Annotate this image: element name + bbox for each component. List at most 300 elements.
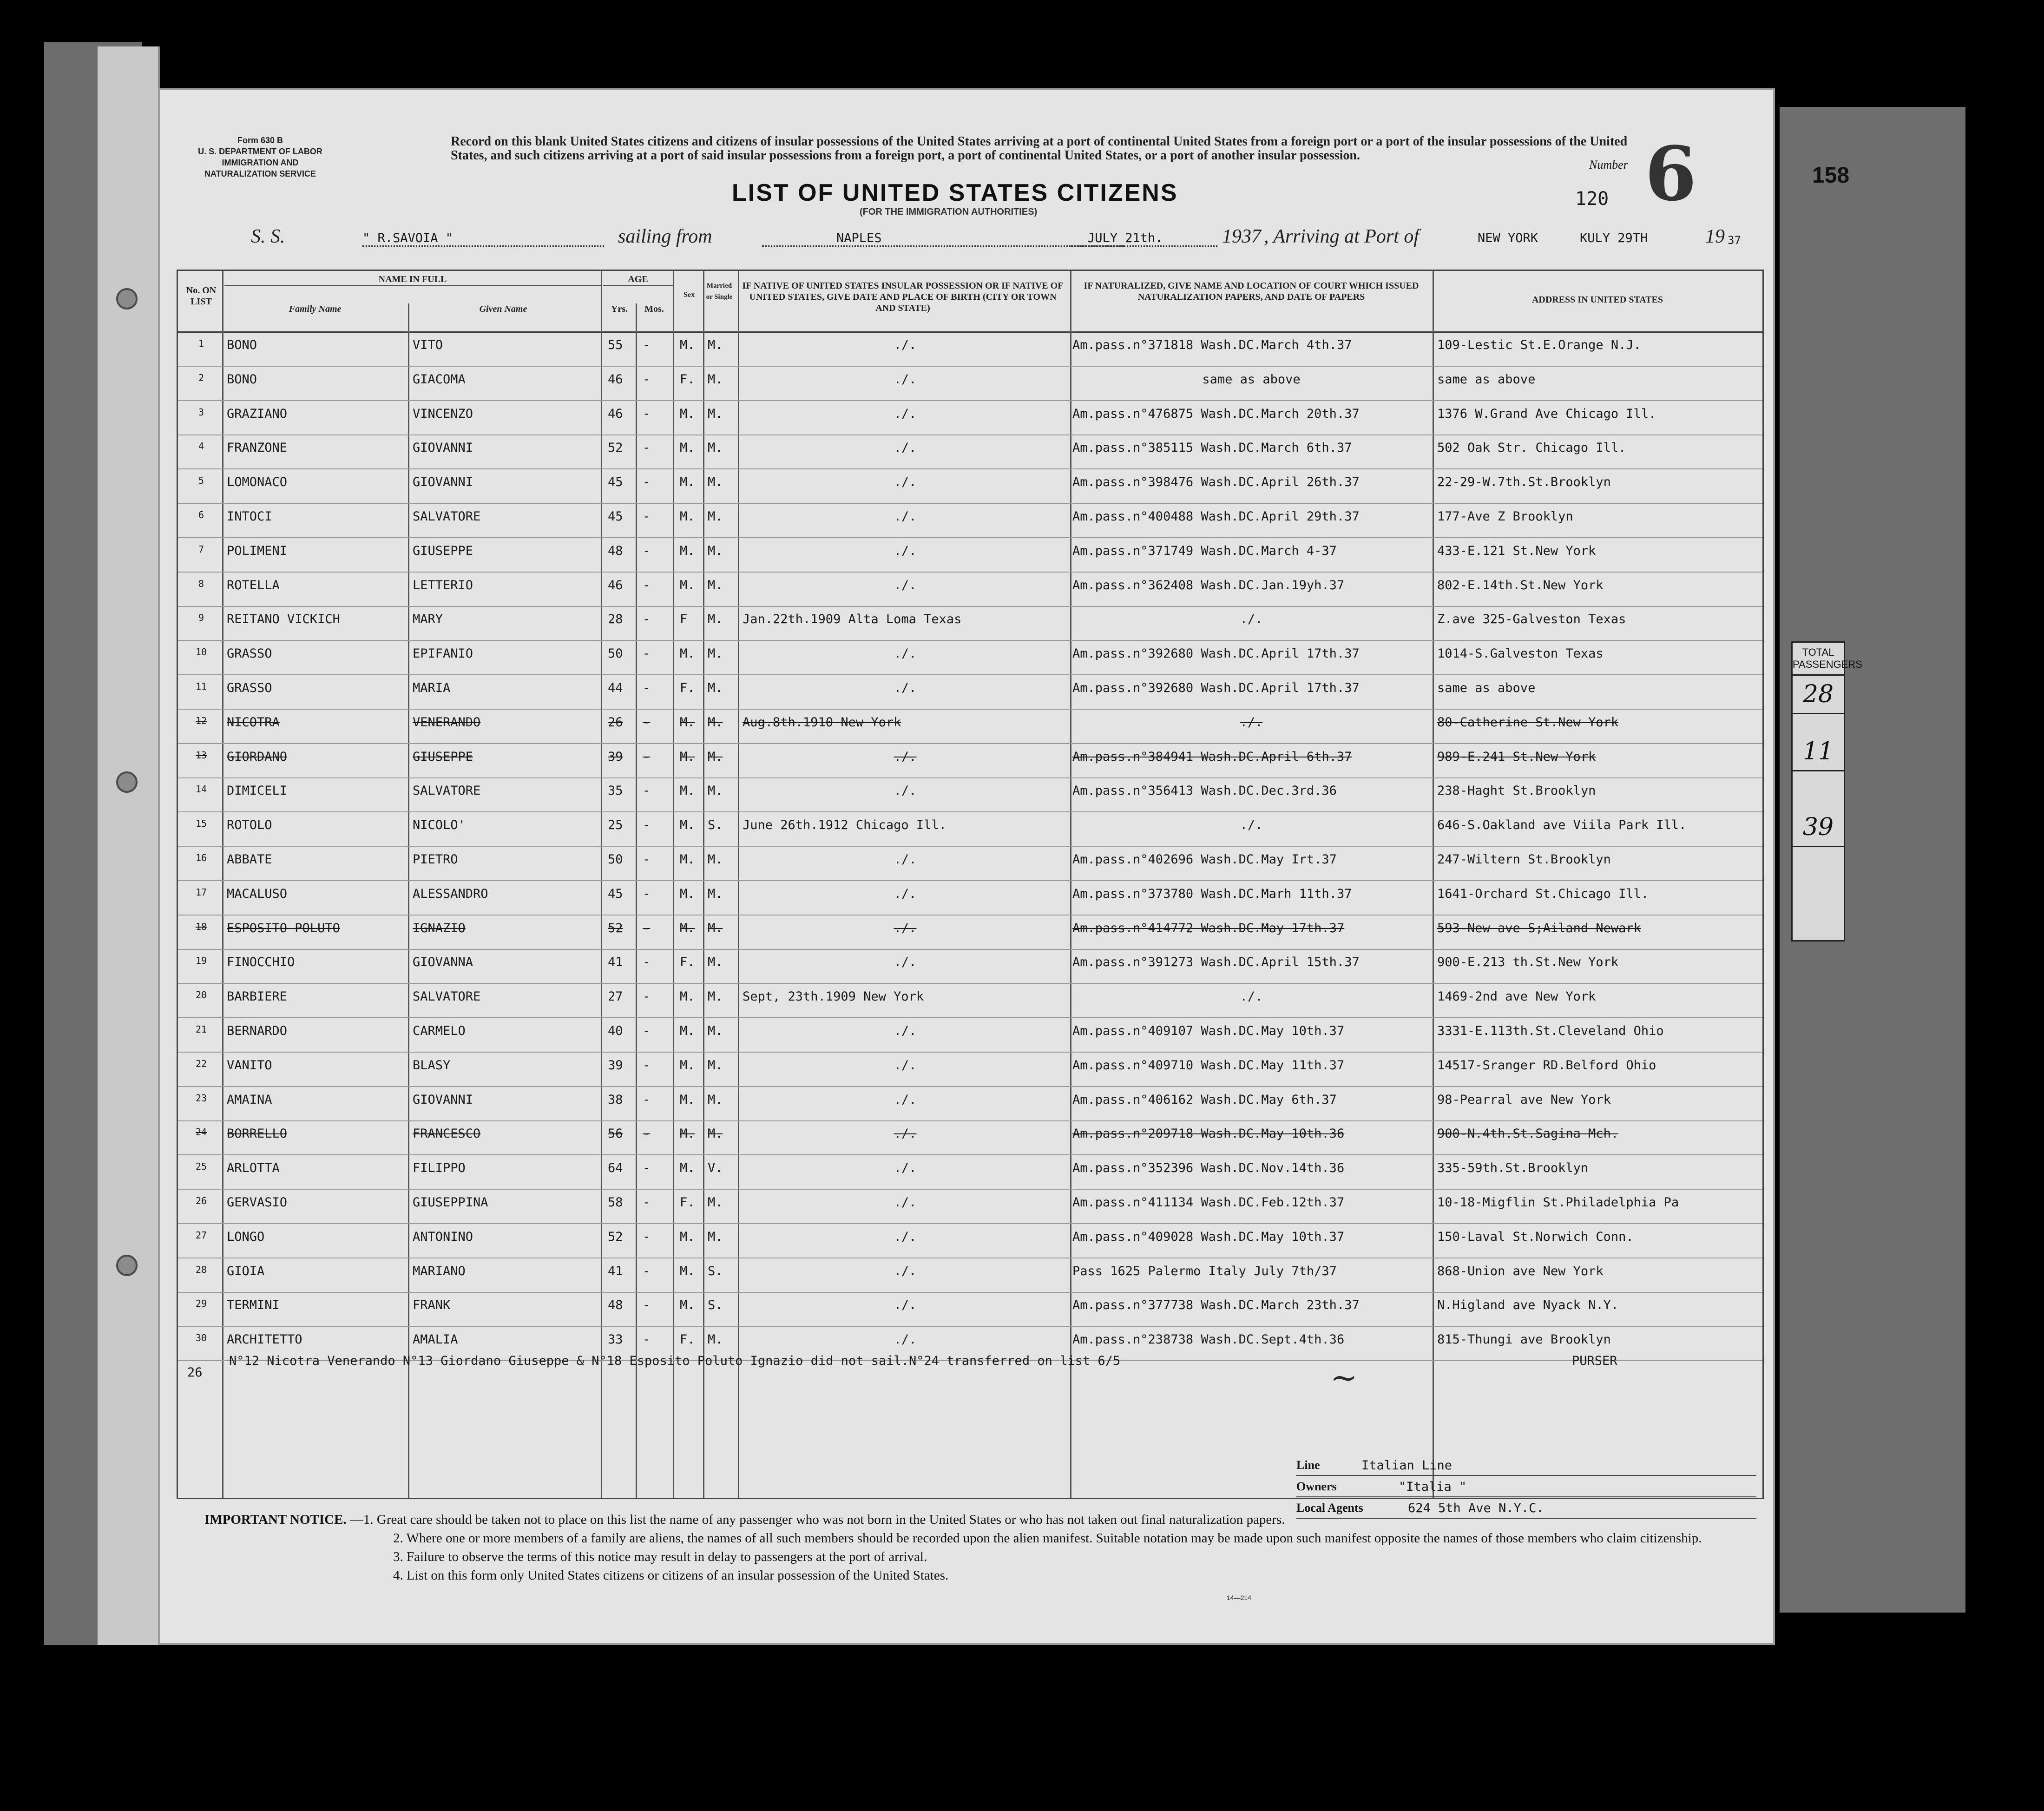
age-years: 41 [608,955,623,970]
purser-signature: ~ [1330,1358,1358,1396]
marital-status: M. [708,715,723,730]
tally-value: 11 [1793,733,1844,771]
naturalization-info: same as above [1202,372,1301,387]
marital-status: M. [708,578,723,593]
marital-status: M. [708,1092,723,1107]
us-address: 22-29-W.7th.St.Brooklyn [1437,475,1611,490]
us-address: 1469-2nd ave New York [1437,989,1596,1004]
naturalization-info: Am.pass.n°373780 Wash.DC.Marh 11th.37 [1072,886,1352,901]
age-months: - [643,715,651,730]
birth-info: Jan.22th.1909 Alta Loma Texas [743,612,962,627]
given-name: GIACOMA [413,372,466,387]
sex: M. [680,338,695,352]
marital-status: M. [708,681,723,695]
table-row [178,1189,1762,1224]
birth-info: ./. [894,338,917,352]
family-name: FINOCCHIO [227,955,295,970]
family-name: ABBATE [227,852,272,867]
table-row [178,709,1762,744]
given-name: SALVATORE [413,784,481,798]
family-name: NICOTRA [227,715,280,730]
given-name: FRANCESCO [413,1126,481,1141]
us-address: Z.ave 325-Galveston Texas [1437,612,1626,627]
row-number: 12 [195,715,207,726]
age-months: - [643,441,651,455]
us-address: 900-E.213 th.St.New York [1437,955,1619,970]
age-months: - [643,509,651,524]
sex: M. [680,886,695,901]
agents-label: Local Agents [1296,1501,1363,1515]
birth-info: June 26th.1912 Chicago Ill. [743,818,946,833]
sex: F. [680,1195,695,1210]
given-name: ALESSANDRO [413,886,488,901]
given-name: GIOVANNI [413,441,473,455]
form-id [191,135,330,179]
us-address: 238-Haght St.Brooklyn [1437,784,1596,798]
age-months: - [643,1332,651,1347]
number-label: Number [1589,158,1628,171]
sex: M. [680,1058,695,1073]
family-name: ESPOSITO POLUTO [227,921,340,935]
table-row [178,572,1762,607]
family-name: ARLOTTA [227,1161,280,1176]
row-number: 15 [195,818,207,830]
passenger-table [177,270,1764,1499]
col-no: No. ON LIST [186,285,217,307]
age-years: 39 [608,749,623,764]
us-address: 502 Oak Str. Chicago Ill. [1437,441,1626,455]
notice-1: —1. Great care should be taken not to place on this list the name of any passenger who was not born in the United States or who has not taken out final naturalization papers. [349,1512,1285,1527]
birth-info: ./. [894,784,917,798]
family-name: BORRELLO [227,1126,288,1141]
col-family: Family Name [289,304,342,314]
table-row [178,1258,1762,1293]
naturalization-info: Am.pass.n°385115 Wash.DC.March 6th.37 [1072,441,1352,455]
year-prefix: 19 [1705,226,1725,247]
birth-info: ./. [894,1058,917,1073]
age-years: 39 [608,1058,623,1073]
birth-info: ./. [894,681,917,695]
family-name: GIORDANO [227,749,288,764]
row-number: 2 [198,372,204,383]
age-years: 28 [608,612,623,627]
row-number: 22 [195,1058,207,1069]
table-row [178,880,1762,915]
age-years: 45 [608,886,623,901]
age-years: 40 [608,1024,623,1038]
age-years: 26 [608,715,623,730]
given-name: MARIANO [413,1264,466,1278]
age-years: 46 [608,372,623,387]
sex: M. [680,1092,695,1107]
age-months: - [643,1264,651,1278]
birth-info: ./. [894,578,917,593]
naturalization-info: Am.pass.n°411134 Wash.DC.Feb.12th.37 [1072,1195,1345,1210]
given-name: CARMELO [413,1024,466,1038]
sex: M. [680,1024,695,1038]
us-address: 433-E.121 St.New York [1437,543,1596,558]
age-years: 46 [608,406,623,421]
given-name: BLASY [413,1058,451,1073]
row-number: 18 [195,921,207,932]
marital-status: M. [708,1126,723,1141]
naturalization-info: Am.pass.n°356413 Wash.DC.Dec.3rd.36 [1072,784,1337,798]
table-body [178,331,1762,1361]
marital-status: M. [708,1332,723,1347]
us-address: 3331-E.113th.St.Cleveland Ohio [1437,1024,1664,1038]
notice-2: 2. Where one or more members of a family are aliens, the names of all such members should be recorded upon the alien manifest. Suitable notation may be made upon such manifest opposite the names of those members who claim citizenship. [393,1531,1702,1546]
us-address: 593-New ave S;Ailand Newark [1437,921,1641,935]
age-months: - [643,989,651,1004]
age-years: 25 [608,818,623,833]
us-address: 247-Wiltern St.Brooklyn [1437,852,1611,867]
age-years: 27 [608,989,623,1004]
age-years: 48 [608,1298,623,1313]
age-months: - [643,1195,651,1210]
row-number: 28 [195,1264,207,1275]
us-address: 335-59th.St.Brooklyn [1437,1161,1589,1176]
col-native: IF NATIVE OF UNITED STATES INSULAR POSSESSION OR IF NATIVE OF UNITED STATES, GIVE DATE AND PLACE OF BIRTH (CITY OR TOWN AND STATE) [742,281,1064,313]
date-to: KULY 29TH [1580,231,1648,245]
age-months: - [643,1058,651,1073]
table-row [178,434,1762,469]
table-row [178,1154,1762,1190]
remark-line: N°12 Nicotra Venerando N°13 Giordano Giuseppe & N°18 Esposito Poluto Ignazio did not sail.N°24 transferred on list 6/5 [229,1354,1121,1368]
line-info [1296,1455,1756,1519]
birth-info: ./. [894,441,917,455]
birth-info: ./. [894,475,917,490]
us-address: 1014-S.Galveston Texas [1437,646,1604,661]
marital-status: M. [708,1229,723,1244]
family-name: GRASSO [227,646,272,661]
row-number: 16 [195,852,207,863]
list-id: 120 [1575,188,1609,210]
family-name: ROTOLO [227,818,272,833]
given-name: FILIPPO [413,1161,466,1176]
given-name: VENERANDO [413,715,481,730]
row-number: 25 [195,1161,207,1172]
col-yrs: Yrs. [611,304,628,314]
given-name: MARIA [413,681,451,695]
table-row [178,640,1762,675]
table-row [178,331,1762,367]
birth-info: ./. [894,543,917,558]
age-months: - [643,1092,651,1107]
naturalization-info: Am.pass.n°209718 Wash.DC.May 10th.36 [1072,1126,1345,1141]
row-number: 4 [198,441,204,452]
col-age: AGE [603,274,673,286]
naturalization-info: Am.pass.n°414772 Wash.DC.May 17th.37 [1072,921,1345,935]
notice-4: 4. List on this form only United States citizens or citizens of an insular possession of the United States. [393,1568,949,1583]
table-row [178,674,1762,710]
table-row [178,743,1762,778]
table-row [178,468,1762,504]
age-years: 46 [608,578,623,593]
family-name: BARBIERE [227,989,288,1004]
table-row [178,1086,1762,1121]
given-name: ANTONINO [413,1229,473,1244]
sex: M. [680,509,695,524]
birth-info: ./. [894,372,917,387]
naturalization-info: Am.pass.n°352396 Wash.DC.Nov.14th.36 [1072,1161,1345,1176]
naturalization-info: ./. [1240,818,1263,833]
sex: M. [680,749,695,764]
sex: M. [680,1161,695,1176]
important-notice [204,1510,1729,1585]
us-address: 815-Thungi ave Brooklyn [1437,1332,1611,1347]
row-number: 10 [195,646,207,658]
sex: F. [680,1332,695,1347]
age-months: - [643,646,651,661]
row-number: 23 [195,1092,207,1104]
punch-hole [116,771,138,793]
marital-status: M. [708,612,723,627]
row-number: 13 [195,749,207,761]
naturalization-info: Pass 1625 Palermo Italy July 7th/37 [1072,1264,1337,1278]
naturalization-info: Am.pass.n°409710 Wash.DC.May 11th.37 [1072,1058,1345,1073]
birth-info: ./. [894,1126,917,1141]
naturalization-info: Am.pass.n°377738 Wash.DC.March 23th.37 [1072,1298,1360,1313]
age-years: 48 [608,543,623,558]
us-address: 150-Laval St.Norwich Conn. [1437,1229,1634,1244]
us-address: same as above [1437,372,1536,387]
naturalization-info: ./. [1240,715,1263,730]
col-mos: Mos. [644,304,664,314]
marital-status: M. [708,1195,723,1210]
age-months: - [643,955,651,970]
page-title: LIST OF UNITED STATES CITIZENS [732,179,1178,206]
form-number: Form 630 B [237,136,283,145]
family-name: BONO [227,338,257,352]
table-row [178,400,1762,435]
col-married: Married or Single [706,282,733,301]
birth-info: Sept, 23th.1909 New York [743,989,924,1004]
row-number: 1 [198,338,204,349]
age-years: 50 [608,852,623,867]
row-number: 8 [198,578,204,589]
family-name: ARCHITETTO [227,1332,302,1347]
table-row [178,1052,1762,1087]
total-passengers-tally [1791,641,1862,942]
marital-status: M. [708,509,723,524]
sex: M. [680,1264,695,1278]
sex: M. [680,1126,695,1141]
age-years: 52 [608,441,623,455]
table-row [178,811,1762,847]
marital-status: M. [708,749,723,764]
given-name: LETTERIO [413,578,473,593]
age-years: 64 [608,1161,623,1176]
record-instruction: Record on this blank United States citizens and citizens of insular possessions of the United States arriving at a port of continental United States from a foreign port or a port of the insular possessions of the United States, and such citizens arriving at a port of said insular possessions from a foreign port, a port of continental United States, or a port of another insular possession. [451,134,1628,163]
family-name: AMAINA [227,1092,272,1107]
age-months: - [643,543,651,558]
age-years: 38 [608,1092,623,1107]
left-page-edge [98,46,160,1645]
marital-status: M. [708,1058,723,1073]
us-address: N.Higland ave Nyack N.Y. [1437,1298,1619,1313]
age-years: 58 [608,1195,623,1210]
family-name: ROTELLA [227,578,280,593]
marital-status: V. [708,1161,723,1176]
naturalization-info: Am.pass.n°402696 Wash.DC.May Irt.37 [1072,852,1337,867]
line-value: Italian Line [1361,1458,1452,1473]
ship-name: " R.SAVOIA " [362,231,604,247]
age-months: - [643,1161,651,1176]
age-months: - [643,784,651,798]
us-address: 98-Pearral ave New York [1437,1092,1611,1107]
owners-value: "Italia " [1399,1480,1467,1494]
family-name: BERNARDO [227,1024,288,1038]
table-row [178,1017,1762,1053]
family-name: GIOIA [227,1264,265,1278]
age-years: 35 [608,784,623,798]
family-name: POLIMENI [227,543,288,558]
us-address: same as above [1437,681,1536,695]
sex: M. [680,818,695,833]
age-years: 44 [608,681,623,695]
sex: F [680,612,688,627]
row-number: 14 [195,784,207,795]
age-months: - [643,681,651,695]
given-name: MARY [413,612,443,627]
us-address: 646-S.Oakland ave Viila Park Ill. [1437,818,1687,833]
us-address: 14517-Sranger RD.Belford Ohio [1437,1058,1656,1073]
marital-status: M. [708,372,723,387]
table-header [178,271,1762,333]
birth-info: ./. [894,406,917,421]
table-row [178,983,1762,1018]
naturalization-info: Am.pass.n°398476 Wash.DC.April 26th.37 [1072,475,1360,490]
given-name: EPIFANIO [413,646,473,661]
age-months: - [643,886,651,901]
birth-info: ./. [894,886,917,901]
marital-status: M. [708,646,723,661]
marital-status: S. [708,1264,723,1278]
age-months: - [643,475,651,490]
age-months: - [643,749,651,764]
owners-row [1296,1476,1756,1497]
family-name: LOMONACO [227,475,288,490]
side-page-number: 158 [1812,163,1850,188]
row-number: 7 [198,543,204,555]
row-number: 6 [198,509,204,520]
sex: M. [680,406,695,421]
sailing-label: sailing from [618,226,712,247]
row-number: 29 [195,1298,207,1310]
notice-3: 3. Failure to observe the terms of this notice may result in delay to passengers at the port of arrival. [393,1549,927,1564]
age-months: - [643,1298,651,1313]
tally-header: TOTAL PASSENGERS [1793,643,1844,676]
age-years: 41 [608,1264,623,1278]
family-name: DIMICELI [227,784,288,798]
page-subtitle: (FOR THE IMMIGRATION AUTHORITIES) [860,207,1038,217]
naturalization-info: Am.pass.n°409028 Wash.DC.May 10th.37 [1072,1229,1345,1244]
age-months: - [643,1024,651,1038]
naturalization-info: Am.pass.n°391273 Wash.DC.April 15th.37 [1072,955,1360,970]
age-months: - [643,1126,651,1141]
marital-status: M. [708,441,723,455]
sex: M. [680,1229,695,1244]
us-address: 802-E.14th.St.New York [1437,578,1604,593]
voyage-line [158,221,1775,267]
us-address: 80-Catherine St.New York [1437,715,1619,730]
naturalization-info: ./. [1240,612,1263,627]
row-number: 26 [195,1195,207,1206]
row-number: 5 [198,475,204,487]
marital-status: M. [708,955,723,970]
us-address: 109-Lestic St.E.Orange N.J. [1437,338,1641,352]
age-months: - [643,578,651,593]
marital-status: M. [708,886,723,901]
sex: M. [680,921,695,935]
sex: M. [680,852,695,867]
age-months: - [643,612,651,627]
col-name: NAME IN FULL [224,274,601,286]
birth-info: ./. [894,646,917,661]
row-number: 3 [198,406,204,418]
birth-info: ./. [894,1161,917,1176]
us-address: 1376 W.Grand Ave Chicago Ill. [1437,406,1656,421]
sex: M. [680,543,695,558]
owners-label: Owners [1296,1480,1337,1493]
manifest-page [158,88,1775,1645]
family-name: GERVASIO [227,1195,288,1210]
row-number: 19 [195,955,207,967]
us-address: 868-Union ave New York [1437,1264,1604,1278]
given-name: VITO [413,338,443,352]
purser-label: PURSER [1572,1354,1617,1368]
family-name: MACALUSO [227,886,288,901]
department: U. S. DEPARTMENT OF LABOR [198,147,322,156]
family-name: LONGO [227,1229,265,1244]
marital-status: M. [708,338,723,352]
line-row [1296,1455,1756,1476]
us-address: 1641-Orchard St.Chicago Ill. [1437,886,1649,901]
family-name: REITANO VICKICH [227,612,340,627]
marital-status: M. [708,543,723,558]
birth-info: ./. [894,1298,917,1313]
row-number: 27 [195,1229,207,1241]
row-number: 30 [195,1332,207,1344]
table-row [178,777,1762,812]
passenger-count: 26 [187,1365,203,1380]
birth-info: ./. [894,921,917,935]
port-to: NEW YORK [1478,231,1538,245]
naturalization-info: Am.pass.n°406162 Wash.DC.May 6th.37 [1072,1092,1337,1107]
age-months: - [643,338,651,352]
given-name: SALVATORE [413,509,481,524]
row-number: 24 [195,1126,207,1138]
naturalization-info: Am.pass.n°476875 Wash.DC.March 20th.37 [1072,406,1360,421]
date-from: JULY 21th. [1069,231,1217,247]
birth-info: ./. [894,1092,917,1107]
row-number: 21 [195,1024,207,1035]
given-name: GIUSEPPINA [413,1195,488,1210]
birth-info: ./. [894,1229,917,1244]
age-years: 45 [608,509,623,524]
family-name: BONO [227,372,257,387]
naturalization-info: Am.pass.n°371749 Wash.DC.March 4-37 [1072,543,1337,558]
year-from: 1937 [1222,226,1261,247]
given-name: GIOVANNA [413,955,473,970]
age-months: - [643,852,651,867]
us-address: 177-Ave Z Brooklyn [1437,509,1573,524]
given-name: GIUSEPPE [413,749,473,764]
marital-status: S. [708,818,723,833]
naturalization-info: Am.pass.n°392680 Wash.DC.April 17th.37 [1072,681,1360,695]
given-name: FRANK [413,1298,451,1313]
naturalization-info: Am.pass.n°384941 Wash.DC.April 6th.37 [1072,749,1352,764]
